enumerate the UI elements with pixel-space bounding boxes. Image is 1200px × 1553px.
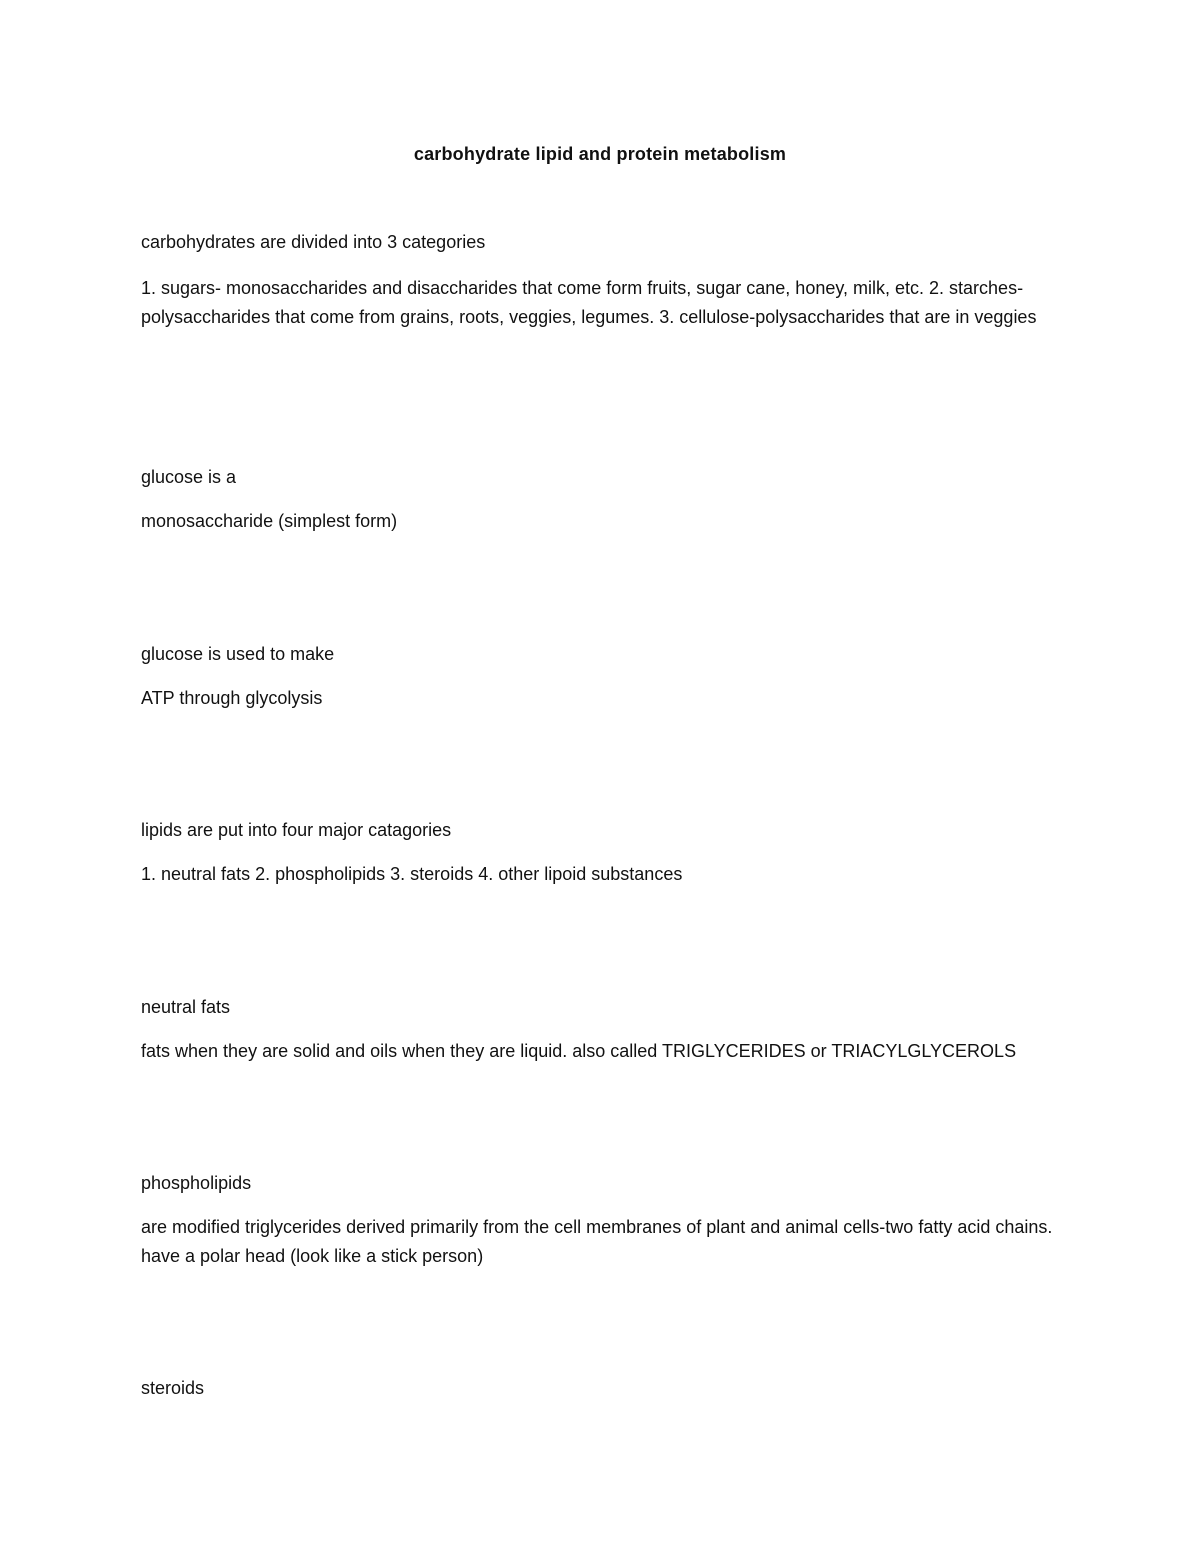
paragraph-phospholipids-definition: are modified triglycerides derived primarily from the cell membranes of plant and animal cells-two fatty acid chains. have a polar head (look like a stick person) [141, 1217, 1053, 1266]
paragraph-phospholipids-term: phospholipids [141, 1173, 252, 1193]
paragraph-carbohydrates-intro: carbohydrates are divided into 3 categories [141, 232, 486, 252]
document-title: carbohydrate lipid and protein metabolism [413, 144, 787, 164]
paragraph-lipid-categories: 1. neutral fats 2. phospholipids 3. steroids 4. other lipoid substances [141, 864, 683, 884]
paragraph-lipids-intro: lipids are put into four major catagories [141, 820, 452, 840]
paragraph-carbohydrate-categories: 1. sugars- monosaccharides and disaccharides that come form fruits, sugar cane, honey, milk, etc. 2. starches-polysaccharides that come from grains, roots, veggies, legumes. 3. cellulose-polysaccharides that are in veggies [141, 278, 1037, 327]
paragraph-glucose-definition: monosaccharide (simplest form) [141, 511, 398, 531]
paragraph-steroids-term: steroids [141, 1378, 205, 1398]
paragraph-glucose-use-term: glucose is used to make [141, 644, 335, 664]
paragraph-neutral-fats-definition: fats when they are solid and oils when they are liquid. also called TRIGLYCERIDES or TRIACYLGLYCEROLS [141, 1041, 1017, 1061]
paragraph-glucose-term: glucose is a [141, 467, 237, 487]
paragraph-glucose-use-definition: ATP through glycolysis [141, 688, 323, 708]
paragraph-neutral-fats-term: neutral fats [141, 997, 231, 1017]
